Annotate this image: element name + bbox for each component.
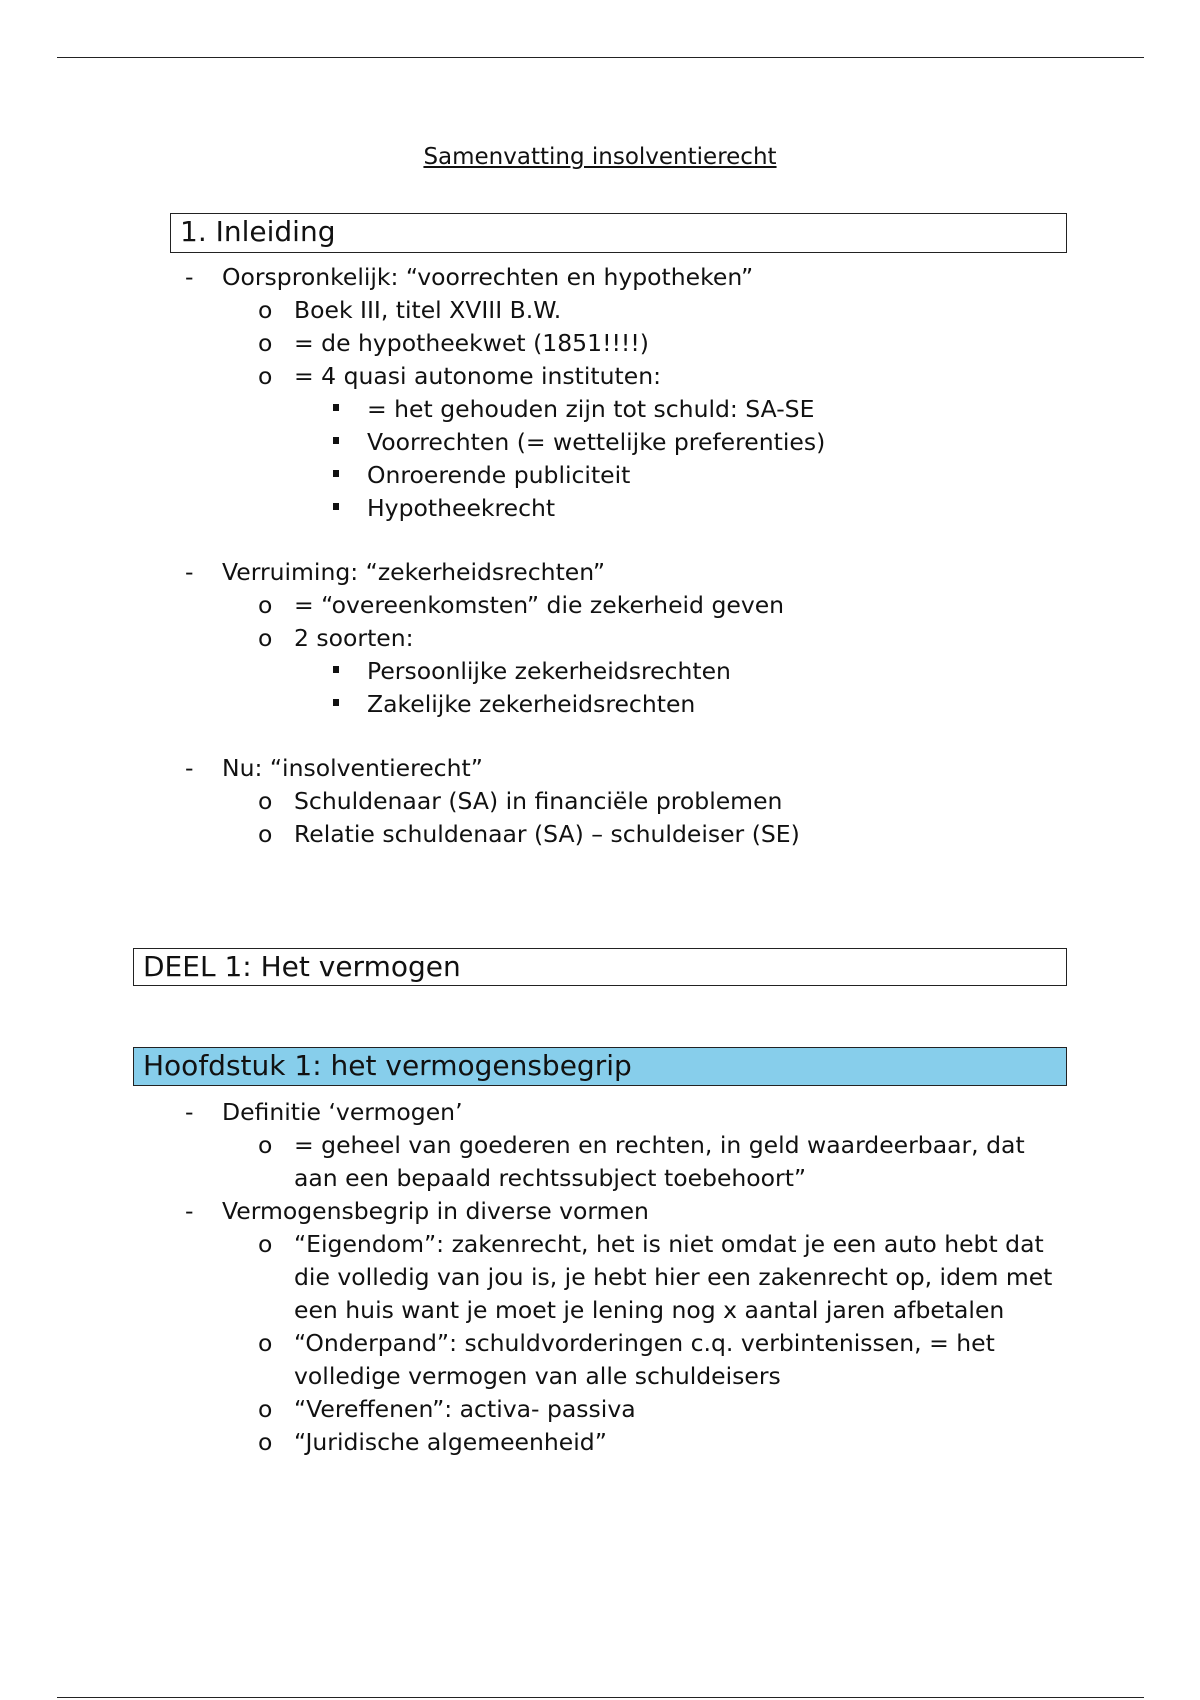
list-item (0, 556, 1200, 589)
list-item-text: Nu: “insolventierecht” (222, 754, 483, 782)
dash-marker: - (185, 754, 194, 782)
circle-marker: o (258, 624, 273, 652)
bullet-item-text: = het gehouden zijn tot schuld: SA-SE (367, 395, 815, 423)
circle-marker: o (258, 1131, 273, 1159)
sub-list-item-text: = “overeenkomsten” die zekerheid geven (294, 591, 785, 619)
sub-list-item (0, 360, 1200, 393)
sub-list-item (0, 589, 1200, 622)
footer-rule (57, 1697, 1144, 1698)
bullet-item-text: Zakelijke zekerheidsrechten (367, 690, 696, 718)
sub-list-item-text: = de hypotheekwet (1851!!!!) (294, 329, 649, 357)
dash-marker: - (185, 558, 194, 586)
sub-list-item-text: = 4 quasi autonome instituten: (294, 362, 662, 390)
sub-list-item (0, 1228, 1200, 1327)
circle-marker: o (258, 591, 273, 619)
sub-list-item-text: Relatie schuldenaar (SA) – schuldeiser (SE) (294, 820, 800, 848)
dash-marker: - (185, 263, 194, 291)
circle-marker: o (258, 296, 273, 324)
section-heading-intro: 1. Inleiding (170, 213, 1067, 253)
circle-marker: o (258, 329, 273, 357)
sub-list-item (0, 294, 1200, 327)
sub-list-item-text: “Juridische algemeenheid” (294, 1428, 607, 1456)
square-bullet-icon (333, 699, 339, 706)
list-item-text: Definitie ‘vermogen’ (222, 1098, 463, 1126)
sub-list-item-text: “Eigendom”: zakenrecht, het is niet omdat je een auto hebt dat die volledig van jou is, je hebt hier een zakenrecht op, idem met een huis want je moet je lening nog x aantal jaren afbetalen (294, 1230, 1053, 1324)
bullet-item (0, 426, 1200, 459)
bullet-item-text: Onroerende publiciteit (367, 461, 631, 489)
circle-marker: o (258, 1230, 273, 1258)
sub-list-item-text: “Vereffenen”: activa- passiva (294, 1395, 636, 1423)
sub-list-item (0, 622, 1200, 655)
dash-marker: - (185, 1197, 194, 1225)
circle-marker: o (258, 1395, 273, 1423)
bullet-item (0, 459, 1200, 492)
sub-list-item-text: Schuldenaar (SA) in financiële problemen (294, 787, 783, 815)
bullet-item (0, 655, 1200, 688)
sub-list-item (0, 785, 1200, 818)
bullet-item (0, 688, 1200, 721)
sub-list-item (0, 1129, 1200, 1195)
sub-list-item-text: 2 soorten: (294, 624, 414, 652)
list-item-text: Oorspronkelijk: “voorrechten en hypotheken” (222, 263, 754, 291)
bullet-item-text: Voorrechten (= wettelijke preferenties) (367, 428, 826, 456)
circle-marker: o (258, 820, 273, 848)
sub-list-item (0, 327, 1200, 360)
square-bullet-icon (333, 404, 339, 411)
sub-list-item (0, 1327, 1200, 1393)
square-bullet-icon (333, 437, 339, 444)
list-item (0, 1195, 1200, 1228)
chapter-heading: Hoofdstuk 1: het vermogensbegrip (133, 1047, 1067, 1086)
part-heading: DEEL 1: Het vermogen (133, 948, 1067, 986)
document-title: Samenvatting insolventierecht (423, 144, 777, 170)
chapter1-list (0, 1096, 1200, 1459)
sub-list-item-text: Boek III, titel XVIII B.W. (294, 296, 562, 324)
square-bullet-icon (333, 470, 339, 477)
list-item-text: Verruiming: “zekerheidsrechten” (222, 558, 606, 586)
sub-list-item (0, 818, 1200, 851)
square-bullet-icon (333, 503, 339, 510)
sub-list-item (0, 1426, 1200, 1459)
bullet-item (0, 492, 1200, 525)
circle-marker: o (258, 1329, 273, 1357)
list-item (0, 752, 1200, 785)
circle-marker: o (258, 362, 273, 390)
circle-marker: o (258, 787, 273, 815)
list-item (0, 261, 1200, 294)
bullet-item (0, 393, 1200, 426)
list-item-text: Vermogensbegrip in diverse vormen (222, 1197, 649, 1225)
circle-marker: o (258, 1428, 273, 1456)
sub-list-item (0, 1393, 1200, 1426)
list-item (0, 1096, 1200, 1129)
bullet-item-text: Hypotheekrecht (367, 494, 556, 522)
square-bullet-icon (333, 666, 339, 673)
sub-list-item-text: “Onderpand”: schuldvorderingen c.q. verbintenissen, = het volledige vermogen van alle schuldeisers (294, 1329, 995, 1390)
sub-list-item-text: = geheel van goederen en rechten, in geld waardeerbaar, dat aan een bepaald rechtssubject toebehoort” (294, 1131, 1025, 1192)
intro-list (0, 261, 1200, 851)
header-rule (57, 57, 1144, 58)
bullet-item-text: Persoonlijke zekerheidsrechten (367, 657, 731, 685)
dash-marker: - (185, 1098, 194, 1126)
